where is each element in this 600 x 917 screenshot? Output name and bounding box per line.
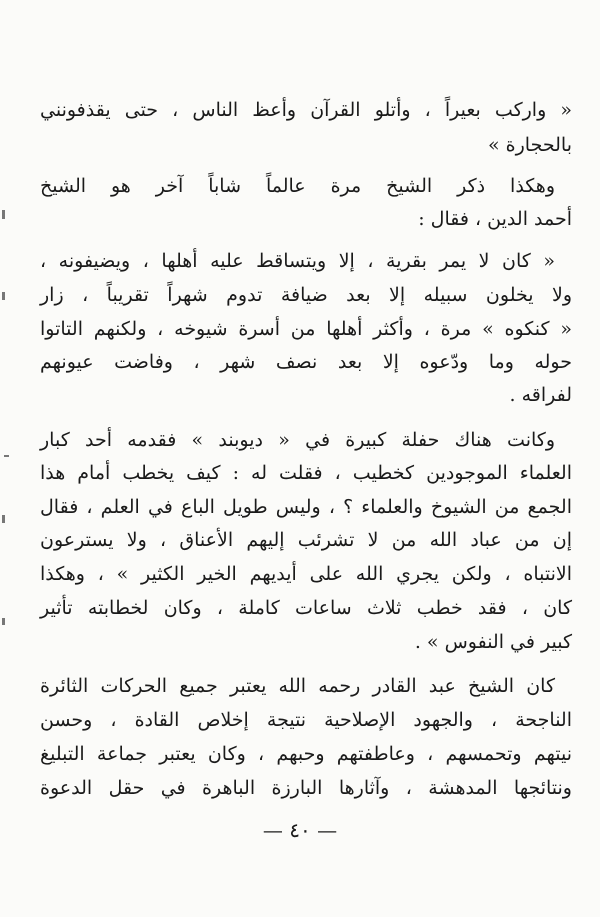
text-line: ولا يخلون سبيله إلا بعد ضيافة تدوم شهراً تقريباً ، زار [40, 284, 572, 306]
scan-mark [2, 618, 5, 625]
text-line: العلماء الموجودين كخطيب ، فقلت له : كيف يخطب أمام هذا [40, 462, 572, 484]
page-number: — ٤٠ — [262, 818, 338, 842]
text-line: ونتائجها المدهشة ، وآثارها البارزة الباهرة في حقل الدعوة [40, 777, 572, 799]
text-line: كان الشيخ عبد القادر رحمه الله يعتبر جميع الحركات الثائرة [40, 675, 555, 697]
scan-mark [2, 210, 5, 219]
text-line: وكانت هناك حفلة كبيرة في « ديوبند » فقدمه أحد كبار [40, 429, 555, 451]
text-line: وهكذا ذكر الشيخ مرة عالماً شاباً آخر هو الشيخ [40, 175, 555, 197]
text-line: « واركب بعيراً ، وأتلو القرآن وأعظ الناس ، حتى يقذفونني [40, 99, 572, 121]
text-line: كان ، فقد خطب ثلاث ساعات كاملة ، وكان لخطابته تأثير [40, 597, 572, 619]
text-line: الجمع من الشيوخ والعلماء ؟ ، وليس طويل الباع في العلم ، فقال [40, 496, 572, 518]
text-line: الناجحة ، والجهود الإصلاحية نتيجة إخلاص القادة ، وحسن [40, 709, 572, 731]
text-line: لفراقه . [509, 384, 572, 406]
text-line: حوله وما ودّعوه إلا بعد نصف شهر ، وفاضت عيونهم [40, 351, 572, 373]
text-line: بالحجارة » [488, 134, 572, 156]
scan-mark [2, 515, 5, 523]
text-line: « كنكوه » مرة ، وأكثر أهلها من أسرة شيوخه ، ولكنهم التاتوا [40, 318, 572, 340]
text-line: إن من عباد الله من لا تشرئب إليهم الأعناق ، ولا يسترعون [40, 529, 572, 551]
text-line: نيتهم وتحمسهم ، وعاطفتهم وحبهم ، وكان يعتبر جماعة التبليغ [40, 743, 572, 765]
text-line: « كان لا يمر بقرية ، إلا ويتساقط عليه أهلها ، ويضيفونه ، [40, 250, 555, 272]
text-line: كبير في النفوس » . [414, 631, 572, 653]
text-line: الانتباه ، ولكن يجري الله على أيديهم الخير الكثير » ، وهكذا [40, 563, 572, 585]
scan-mark [2, 292, 5, 300]
scan-mark [4, 455, 9, 457]
text-line: أحمد الدين ، فقال : [418, 208, 572, 230]
